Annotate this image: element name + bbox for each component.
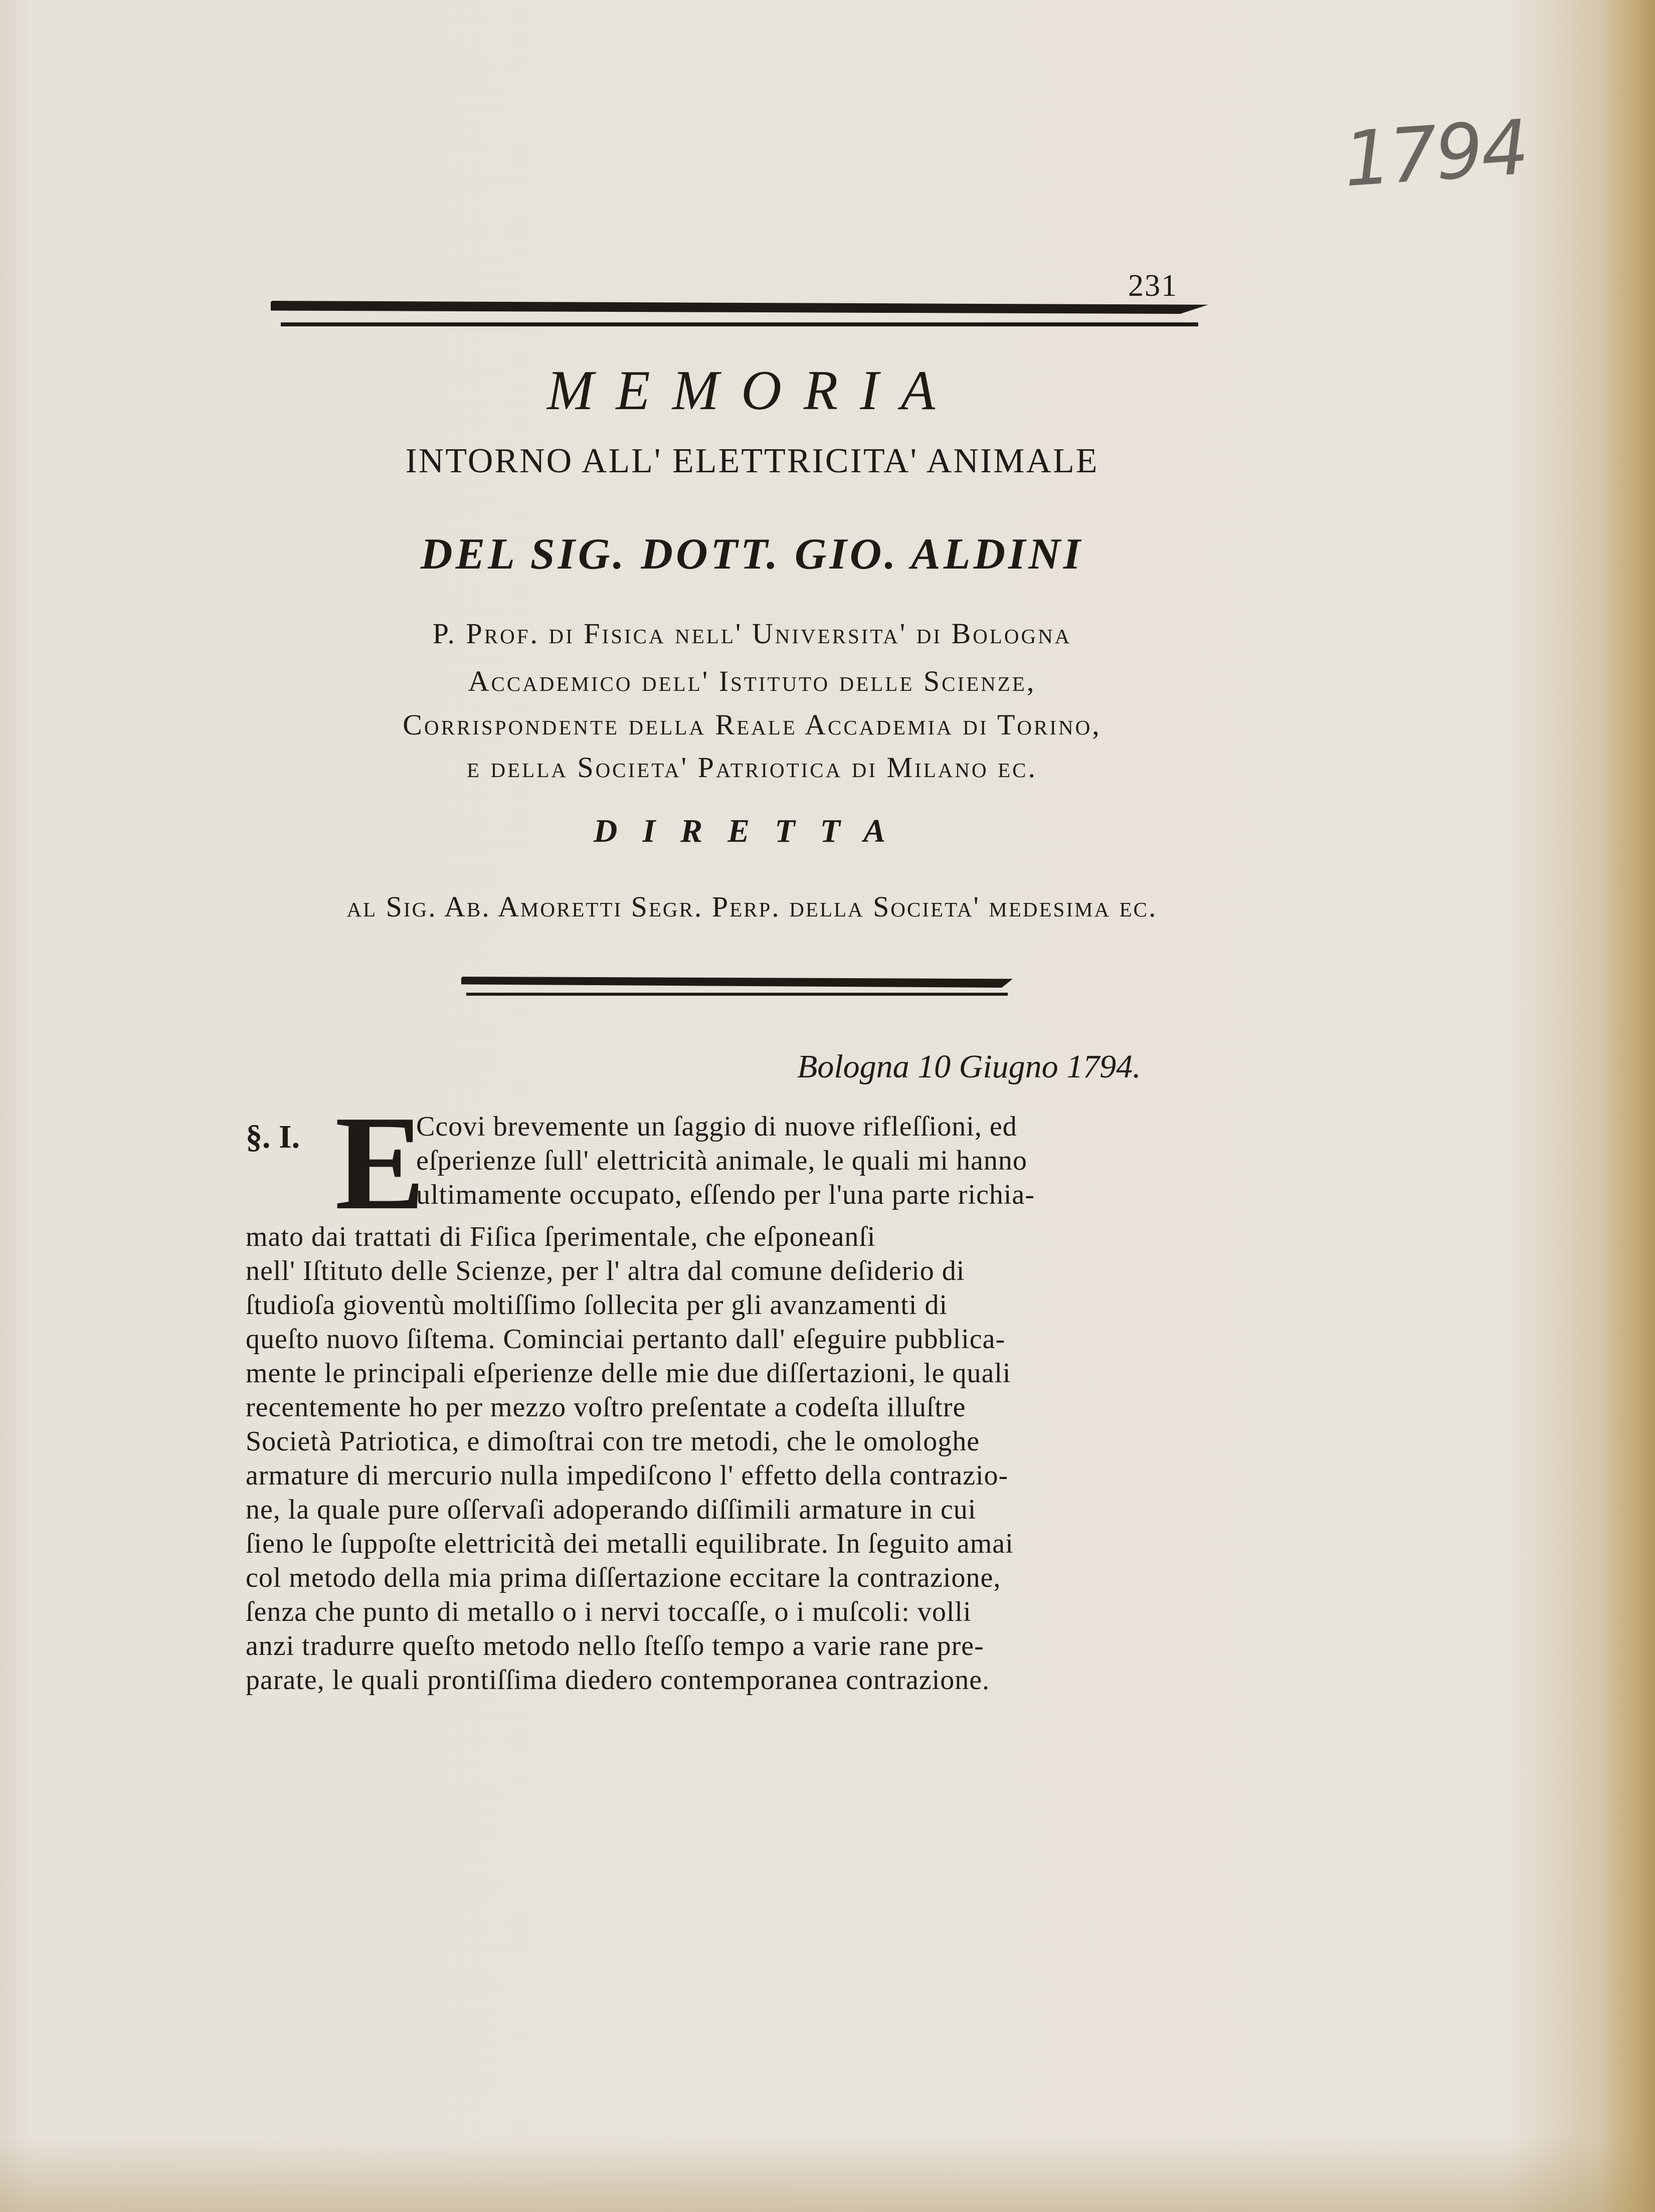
body-line: Società Patriotica, e dimoſtrai con tre metodi, che le omologhe — [246, 1426, 980, 1457]
credential-line: e della Societa' Patriotica di Milano ec. — [466, 751, 1037, 784]
page-edge-foxing — [1600, 0, 1655, 2212]
body-line: ſenza che punto di metallo o i nervi toccaſſe, o i muſcoli: volli — [246, 1596, 972, 1627]
credential-line: P. Prof. di Fisica nell' Universita' di Bologna — [432, 617, 1072, 650]
subtitle: INTORNO ALL' ELETTRICITA' ANIMALE — [405, 442, 1099, 480]
diretta-heading: DIRETTA — [593, 813, 911, 849]
body-line: queſto nuovo ſiſtema. Cominciai pertanto dall' eſeguire pubblica- — [246, 1324, 1006, 1355]
body-line: mato dai trattati di Fiſica ſperimentale, che eſponeanſi — [246, 1221, 876, 1252]
page-bottom-foxing — [0, 2137, 1655, 2212]
body-text — [246, 1221, 1014, 1698]
bottom-rule — [461, 977, 1013, 988]
body-line: anzi tradurre queſto metodo nello ſteſſo tempo a varie rane pre- — [246, 1630, 984, 1662]
body-line: armature di mercurio nulla impediſcono l' effetto della contrazio- — [246, 1460, 1009, 1491]
body-line: eſperienze ſull' elettricità animale, le quali mi hanno — [416, 1145, 1027, 1176]
body-line: nell' Iſtituto delle Scienze, per l' altra dal comune deſiderio di — [246, 1255, 965, 1286]
bottom-rule-thin — [466, 993, 1008, 996]
addressee-line: al Sig. Ab. Amoretti Segr. Perp. della Societa' medesima ec. — [346, 890, 1158, 923]
handwritten-year-annotation: 1794 — [1341, 104, 1530, 204]
dateline: Bologna 10 Giugno 1794. — [797, 1048, 1141, 1085]
page-number: 231 — [1128, 269, 1178, 303]
author-line: DEL SIG. DOTT. GIO. ALDINI — [420, 530, 1084, 579]
top-rule-thin — [281, 322, 1198, 326]
section-mark: §. I. — [246, 1119, 300, 1155]
top-rule — [271, 301, 1208, 314]
body-line: col metodo della mia prima diſſertazione eccitare la contrazione, — [246, 1562, 1001, 1593]
body-line: ſieno le ſuppoſte elettricità dei metalli equilibrate. In ſeguito amai — [246, 1528, 1014, 1559]
body-text-indented — [416, 1111, 1035, 1213]
body-line: ultimamente occupato, eſſendo per l'una parte richia- — [416, 1179, 1035, 1210]
body-line: ſtudioſa gioventù moltiſſimo ſollecita per gli avanzamenti di — [246, 1289, 948, 1321]
body-line: Ccovi brevemente un ſaggio di nuove rifleſſioni, ed — [416, 1111, 1017, 1142]
body-line: parate, le quali prontiſſima diedero contemporanea contrazione. — [246, 1665, 990, 1696]
page-title: MEMORIA — [546, 359, 957, 422]
body-line: mente le principali eſperienze delle mie due diſſertazioni, le quali — [246, 1358, 1011, 1389]
body-line: ne, la quale pure oſſervaſi adoperando diſſimili armature in cui — [246, 1494, 977, 1525]
credential-line: Corrispondente della Reale Accademia di Torino, — [403, 708, 1101, 741]
credential-line: Accademico dell' Istituto delle Scienze, — [468, 665, 1036, 697]
body-line: recentemente ho per mezzo voſtro preſentate a codeſta illuſtre — [246, 1392, 966, 1423]
drop-cap: E — [335, 1088, 426, 1238]
